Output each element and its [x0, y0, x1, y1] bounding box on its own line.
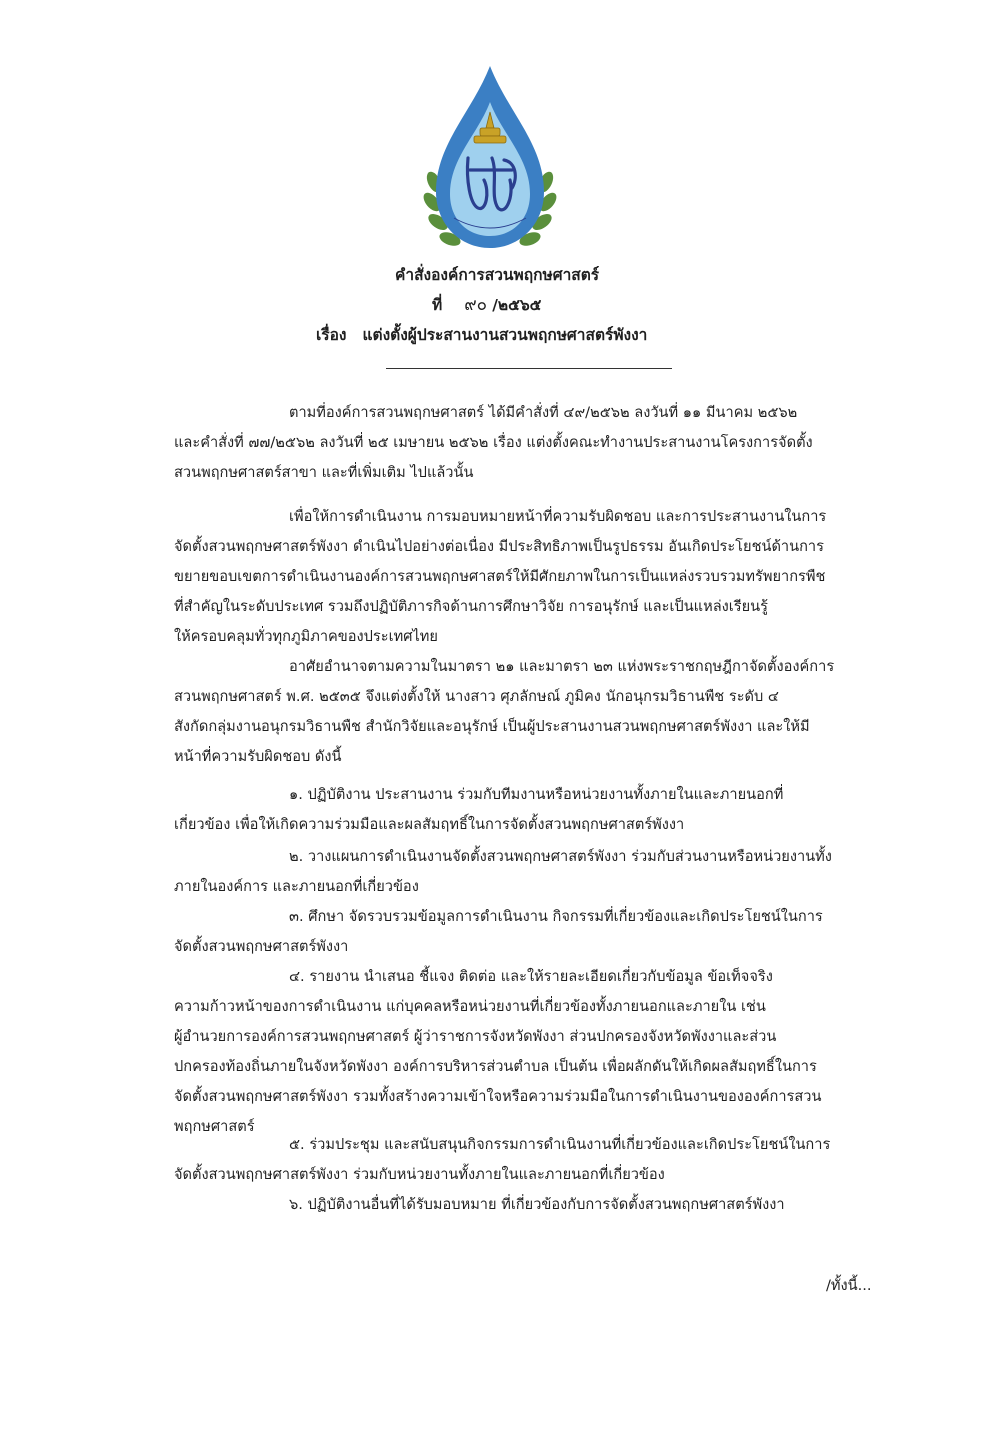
text-line: พฤกษศาสตร์: [174, 1118, 255, 1135]
subject-row: [316, 322, 647, 347]
duty-item-3: [174, 902, 884, 962]
duty-item-6: [174, 1190, 884, 1220]
subject-text: แต่งตั้งผู้ประสานงานสวนพฤกษศาสตร์พังงา: [362, 326, 648, 344]
paragraph-appointment: [174, 652, 884, 772]
text-line: จัดตั้งสวนพฤกษศาสตร์พังงา ร่วมกับหน่วยงานทั้งภายในและภายนอกที่เกี่ยวข้อง: [174, 1166, 665, 1183]
text-line: เกี่ยวข้อง เพื่อให้เกิดความร่วมมือและผลสัมฤทธิ์ในการจัดตั้งสวนพฤกษศาสตร์พังงา: [174, 816, 685, 833]
duty-item-4: [174, 962, 884, 1142]
text-line: สวนพฤกษศาสตร์ พ.ศ. ๒๕๓๕ จึงแต่งตั้งให้ นางสาว ศุภลักษณ์ ภูมิคง นักอนุกรมวิธานพืช ระดับ ๔: [174, 688, 779, 705]
text-line: ปกครองท้องถิ่นภายในจังหวัดพังงา องค์การบริหารส่วนตำบล เป็นต้น เพื่อผลักดันให้เกิดผลสัมฤทธิ์ในการ: [174, 1058, 817, 1075]
text-line: จัดตั้งสวนพฤกษศาสตร์พังงา: [174, 938, 349, 955]
text-line: ผู้อำนวยการองค์การสวนพฤกษศาสตร์ ผู้ว่าราชการจังหวัดพังงา ส่วนปกครองจังหวัดพังงาและส่วน: [174, 1028, 777, 1045]
text-line: อาศัยอำนาจตามความในมาตรา ๒๑ และมาตรา ๒๓ แห่งพระราชกฤษฎีกาจัดตั้งองค์การ: [289, 658, 835, 675]
text-line: สวนพฤกษศาสตร์สาขา และที่เพิ่มเติม ไปแล้วนั้น: [174, 464, 474, 481]
text-line: หน้าที่ความรับผิดชอบ ดังนี้: [174, 748, 342, 765]
order-number-handwritten: ๙๐: [464, 295, 488, 315]
text-line: และคำสั่งที่ ๗๗/๒๕๖๒ ลงวันที่ ๒๕ เมษายน ๒๕๖๒ เรื่อง แต่งตั้งคณะทำงานประสานงานโครงการจัดตั้ง: [174, 434, 813, 451]
text-line: สังกัดกลุ่มงานอนุกรมวิธานพืช สำนักวิจัยและอนุรักษ์ เป็นผู้ประสานงานสวนพฤกษศาสตร์พังงา และให้มี: [174, 718, 810, 735]
text-line: ๕. ร่วมประชุม และสนับสนุนกิจกรรมการดำเนินงานที่เกี่ยวข้องและเกิดประโยชน์ในการ: [289, 1136, 831, 1153]
text-line: ตามที่องค์การสวนพฤกษศาสตร์ ได้มีคำสั่งที่ ๔๙/๒๕๖๒ ลงวันที่ ๑๑ มีนาคม ๒๕๖๒: [289, 404, 798, 421]
order-title: คำสั่งองค์การสวนพฤกษศาสตร์: [395, 266, 600, 284]
duty-item-2: [174, 842, 884, 902]
text-line: ๑. ปฏิบัติงาน ประสานงาน ร่วมกับทีมงานหรือหน่วยงานทั้งภายในและภายนอกที่: [289, 786, 784, 803]
text-line: ๔. รายงาน นำเสนอ ชี้แจง ติดต่อ และให้รายละเอียดเกี่ยวกับข้อมูล ข้อเท็จจริง: [289, 968, 773, 985]
paragraph-background: [174, 398, 884, 488]
order-number-label: ที่: [432, 296, 443, 314]
subject-label: เรื่อง: [316, 326, 347, 344]
text-line: จัดตั้งสวนพฤกษศาสตร์พังงา รวมทั้งสร้างความเข้าใจหรือความร่วมมือในการดำเนินงานขององค์การสวน: [174, 1088, 822, 1105]
text-line: ให้ครอบคลุมทั่วทุกภูมิภาคของประเทศไทย: [174, 628, 438, 645]
text-line: ภายในองค์การ และภายนอกที่เกี่ยวข้อง: [174, 878, 419, 895]
text-line: ความก้าวหน้าของการดำเนินงาน แก่บุคคลหรือหน่วยงานที่เกี่ยวข้องทั้งภายนอกและภายใน เช่น: [174, 998, 766, 1015]
order-year: /๒๕๖๕: [492, 296, 542, 314]
duty-item-5: [174, 1130, 884, 1190]
text-line: ๒. วางแผนการดำเนินงานจัดตั้งสวนพฤกษศาสตร์พังงา ร่วมกับส่วนงานหรือหน่วยงานทั้ง: [289, 848, 832, 865]
header-divider: [386, 368, 672, 369]
text-line: ขยายขอบเขตการดำเนินงานองค์การสวนพฤกษศาสตร์ให้มีศักยภาพในการเป็นแหล่งรวบรวมทรัพยากรพืช: [174, 568, 826, 585]
text-line: เพื่อให้การดำเนินงาน การมอบหมายหน้าที่ความรับผิดชอบ และการประสานงานในการ: [289, 508, 827, 525]
order-number-row: [432, 291, 541, 318]
text-line: จัดตั้งสวนพฤกษศาสตร์พังงา ดำเนินไปอย่างต่อเนื่อง มีประสิทธิภาพเป็นรูปธรรม อันเกิดประโยชน์ด้านการ: [174, 538, 824, 555]
text-line: ๓. ศึกษา จัดรวบรวมข้อมูลการดำเนินงาน กิจกรรมที่เกี่ยวข้องและเกิดประโยชน์ในการ: [289, 908, 823, 925]
text-line: ที่สำคัญในระดับประเทศ รวมถึงปฏิบัติภารกิจด้านการศึกษาวิจัย การอนุรักษ์ และเป็นแหล่งเรียนรู้: [174, 598, 768, 615]
paragraph-purpose: [174, 502, 884, 652]
botanical-garden-logo: [420, 62, 560, 258]
continued-marker: /ทั้งนี้...: [826, 1277, 872, 1294]
duty-item-1: [174, 780, 884, 840]
text-line: ๖. ปฏิบัติงานอื่นที่ได้รับมอบหมาย ที่เกี่ยวข้องกับการจัดตั้งสวนพฤกษศาสตร์พังงา: [289, 1196, 785, 1213]
